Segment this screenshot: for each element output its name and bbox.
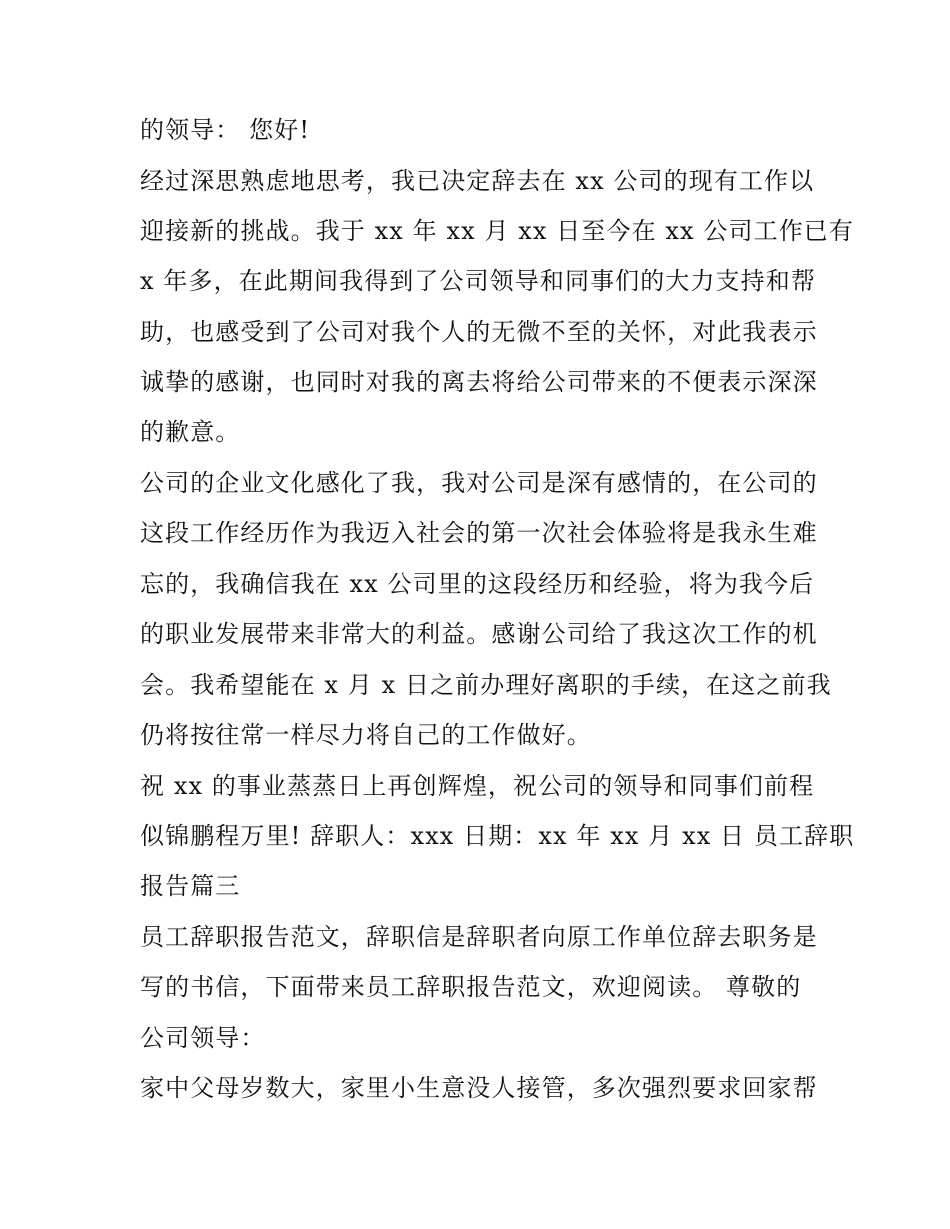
text-line: 这段工作经历作为我迈入社会的第一次社会体验将是我永生难 xyxy=(140,519,818,547)
text-line: 家中父母岁数大，家里小生意没人接管，多次强烈要求回家帮 xyxy=(140,1074,818,1102)
text-line: 祝 xx 的事业蒸蒸日上再创辉煌，祝公司的领导和同事们前程 xyxy=(140,772,815,800)
text-line: 的领导： 您好! xyxy=(140,116,311,144)
text-line: 助，也感受到了公司对我个人的无微不至的关怀，对此我表示 xyxy=(140,318,818,346)
text-line: 会。我希望能在 x 月 x 日之前办理好离职的手续，在这之前我 xyxy=(140,671,832,699)
text-line: 公司领导： xyxy=(140,1024,266,1052)
text-line: 的歉意。 xyxy=(140,418,241,446)
text-line: 员工辞职报告范文，辞职信是辞职者向原工作单位辞去职务是 xyxy=(140,923,818,951)
text-line: 经过深思熟虑地思考，我已决定辞去在 xx 公司的现有工作以 xyxy=(140,167,815,195)
text-line: 似锦鹏程万里! 辞职人：xxx 日期：xx 年 xx 月 xx 日 员工辞职 xyxy=(140,822,855,850)
text-line: 写的书信，下面带来员工辞职报告范文，欢迎阅读。 尊敬的 xyxy=(140,973,802,1001)
text-line: 诚挚的感谢，也同时对我的离去将给公司带来的不便表示深深 xyxy=(140,368,818,396)
text-line: 的职业发展带来非常大的利益。感谢公司给了我这次工作的机 xyxy=(140,620,818,648)
text-line: 仍将按往常一样尽力将自己的工作做好。 xyxy=(140,721,592,749)
text-line: 报告篇三 xyxy=(140,872,241,900)
text-line: x 年多，在此期间我得到了公司领导和同事们的大力支持和帮 xyxy=(140,267,816,295)
text-line: 公司的企业文化感化了我，我对公司是深有感情的，在公司的 xyxy=(140,469,818,497)
text-line: 忘的，我确信我在 xx 公司里的这段经历和经验，将为我今后 xyxy=(140,570,815,598)
text-line: 迎接新的挑战。我于 xx 年 xx 月 xx 日至今在 xx 公司工作已有 xyxy=(140,217,855,245)
